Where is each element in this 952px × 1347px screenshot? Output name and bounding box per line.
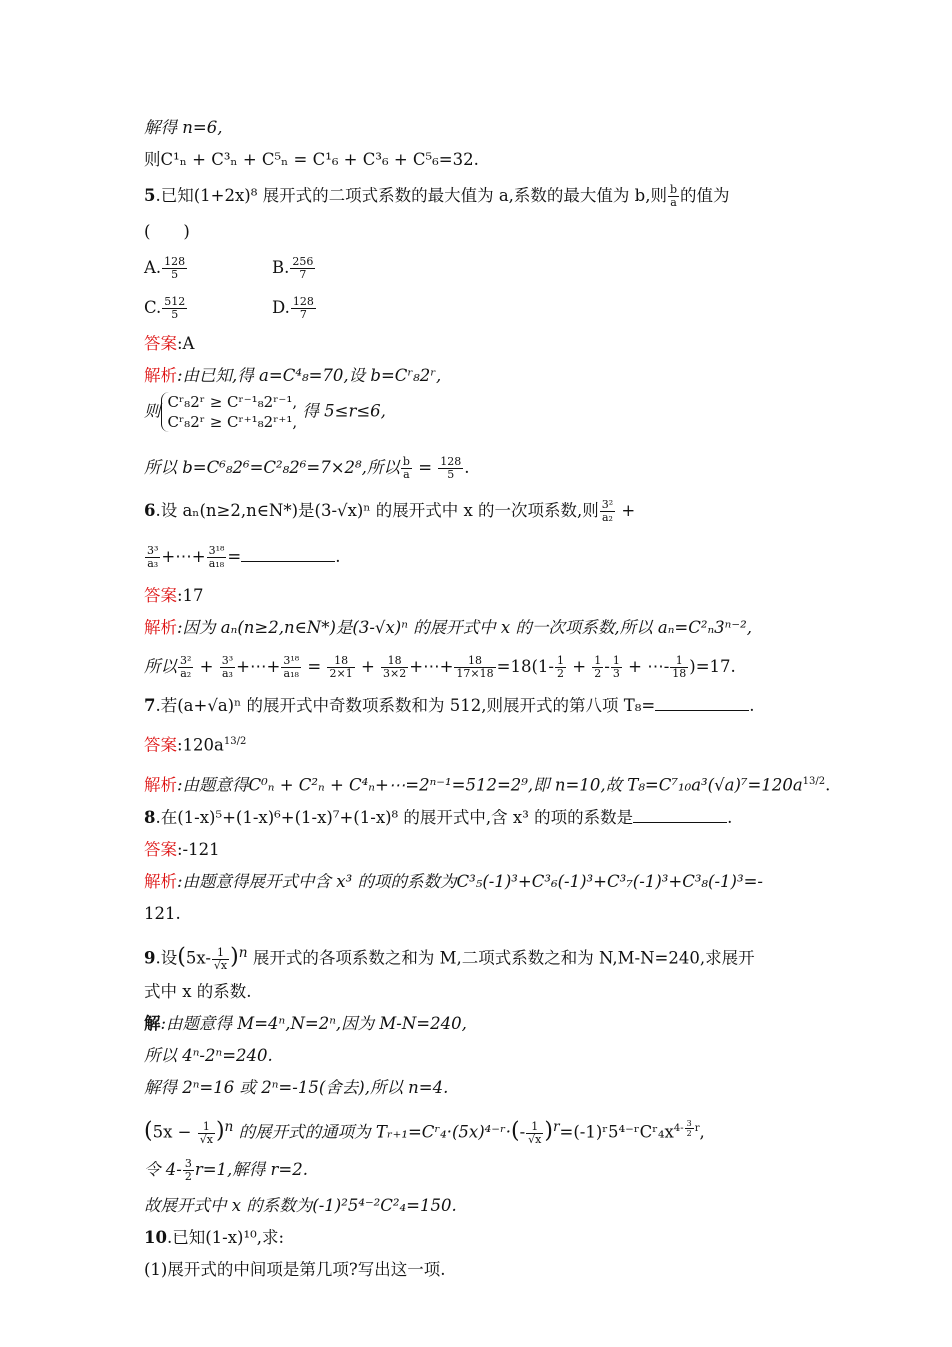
question-10: 10.已知(1-x)¹⁰,求: [144, 1228, 284, 1247]
answer-line: 答案:17 [144, 586, 204, 605]
analysis-label: 解析 [144, 873, 177, 891]
question-number: 8 [144, 808, 156, 827]
option-a: A. $\frac{128}{5}$ [144, 255, 186, 281]
inequality-system: 则 Cʳ₈2ʳ ≥ Cʳ⁻¹₈2ʳ⁻¹, Cʳ₈2ʳ ≥ Cʳ⁺¹₈2ʳ⁺¹, 得 5≤r≤6, [144, 393, 386, 431]
answer-label: 答案 [144, 736, 177, 755]
option-row [144, 248, 814, 288]
solution-line: 解:由题意得 M=4ⁿ,N=2ⁿ,因为 M-N=240, [144, 1014, 467, 1033]
analysis-line: 解析:由题意得C⁰ₙ + C²ₙ + C⁴ₙ+⋯=2ⁿ⁻¹=512=2⁹,即 n=10,故 $T_8=C^7_{10}a^3(√a)^7=120a^{13/2}$. [144, 775, 831, 795]
question-10-part-1: (1)展开式的中间项是第几项?写出这一项. [144, 1260, 446, 1279]
question-5: 5.已知(1+2x)⁸ 展开式的二项式系数的最大值为 a,系数的最大值为 b,则 $\frac{b}{a}$ 的值为 [144, 183, 730, 209]
solution-line: 所以 4ⁿ-2ⁿ=240. [144, 1046, 273, 1065]
question-9: 9.设(5x- $\frac{1}{√x}$ )$^n$ 展开式的各项系数之和为 M,二项式系数之和为 N,M-N=240,求展开 [144, 944, 755, 972]
fill-blank[interactable] [633, 804, 727, 823]
solution-line: 解得 n=6, [144, 118, 223, 137]
fraction: $\frac{b}{a}$ [669, 183, 678, 209]
question-7: 7.若(a+√a)ⁿ 的展开式中奇数项系数和为 512,则展开式的第八项 T₈= . [144, 690, 814, 722]
answer-bracket: ( ) [144, 222, 190, 241]
solution-label: 解 [144, 1014, 161, 1033]
question-number: 6 [144, 501, 156, 520]
analysis-line: 解析:因为 aₙ(n≥2,n∈N*)是(3-√x)ⁿ 的展开式中 x 的一次项系数,所以 aₙ=C²ₙ3ⁿ⁻², [144, 618, 752, 637]
question-stem: .已知(1+2x)⁸ 展开式的二项式系数的最大值为 a,系数的最大值为 b,则 [155, 186, 667, 205]
brace-system: Cʳ₈2ʳ ≥ Cʳ⁻¹₈2ʳ⁻¹, Cʳ₈2ʳ ≥ Cʳ⁺¹₈2ʳ⁺¹, [161, 392, 298, 432]
answer-label: 答案 [144, 841, 177, 859]
analysis-label: 解析 [144, 619, 177, 637]
solution-line: (5x − $\frac{1}{√x}$ )$^n$ 的展开式的通项为 Tᵣ₊₁=Cʳ₄·(5x)⁴⁻ʳ·(- $\frac{1}{√x}$ )$^r=(-1)ʳ5^{4-}ʳCʳ_4x^{4- \frac{3}{2} r}$, [144, 1118, 705, 1146]
analysis-label: 解析 [144, 776, 177, 795]
analysis-line: 所以 b=C⁶₈2⁶=C²₈2⁶=7×2⁸,所以 $\frac{b}{a}$ = $\frac{128}{5}$ . [144, 455, 470, 481]
question-number: 5 [144, 186, 156, 205]
solution-line: 则C¹ₙ + C³ₙ + C⁵ₙ = C¹₆ + C³₆ + C⁵₆=32. [144, 150, 479, 169]
analysis-line: 解析:由题意得展开式中含 x³ 的项的系数为C³₅(-1)³+C³₆(-1)³+C³₇(-1)³+C³₈(-1)³=- [144, 872, 764, 891]
option-row [144, 288, 814, 328]
option-d: D. $\frac{128}{7}$ [272, 295, 314, 321]
question-8: 8.在(1-x)⁵+(1-x)⁶+(1-x)⁷+(1-x)⁸ 的展开式中,含 x³ 的项的系数是 . [144, 802, 814, 834]
question-6-continued: $\frac{\text{3³}}{\text{a₃}}$ +⋯+ $\frac{\text{3¹⁸}}{\text{a₁₈}}$ = . [147, 544, 341, 570]
question-number: 9 [144, 948, 156, 968]
answer-line: 答案:-121 [144, 840, 220, 859]
question-number: 10 [144, 1228, 167, 1247]
option-c: C. $\frac{512}{5}$ [144, 295, 186, 321]
analysis-line: 解析:由已知,得 a=C⁴₈=70,设 b=Cʳ₈2ʳ, [144, 366, 442, 385]
option-b: B. $\frac{256}{7}$ [272, 255, 314, 281]
analysis-label: 解析 [144, 367, 177, 385]
answer-label: 答案 [144, 587, 177, 605]
solution-line: 令 4- $\frac{3}{2}$ r=1,解得 r=2. [144, 1157, 308, 1183]
answer-line: 答案:A [144, 334, 195, 353]
fill-blank[interactable] [241, 543, 335, 562]
question-number: 7 [144, 696, 156, 715]
question-6: 6.设 aₙ(n≥2,n∈N*)是(3-√x)ⁿ 的展开式中 x 的一次项系数,则 $\frac{\text{3²}}{\text{a₂}}$ + [144, 498, 636, 524]
analysis-line: 121. [144, 904, 181, 923]
document-page [144, 112, 831, 1286]
question-9-continued: 式中 x 的系数. [144, 982, 252, 1001]
fill-blank[interactable] [655, 692, 749, 711]
answer-line: 答案$:120a^{13/2}$ [144, 735, 247, 755]
answer-label: 答案 [144, 335, 177, 353]
solution-line: 故展开式中 x 的系数为(-1)²5⁴⁻²C²₄=150. [144, 1196, 457, 1215]
analysis-line: 所以 $\frac{\text{3²}}{\text{a₂}}$ + $\frac{\text{3³}}{\text{a₃}}$ +⋯+ $\frac{\text{3¹⁸}}{\text{a₁₈}}$ = $\frac{18}{2\times 1}$ + $\frac{18}{3\times 2}$ +⋯+ $\frac{18}{17\times 18}$ =18(1- $\frac{1}{2}$ + $\frac{1}{2}$ - $\frac{1}{3}$ + ⋯- $\frac{1}{18}$ )=17. [144, 654, 736, 680]
solution-line: 解得 2ⁿ=16 或 2ⁿ=-15(舍去),所以 n=4. [144, 1078, 449, 1097]
